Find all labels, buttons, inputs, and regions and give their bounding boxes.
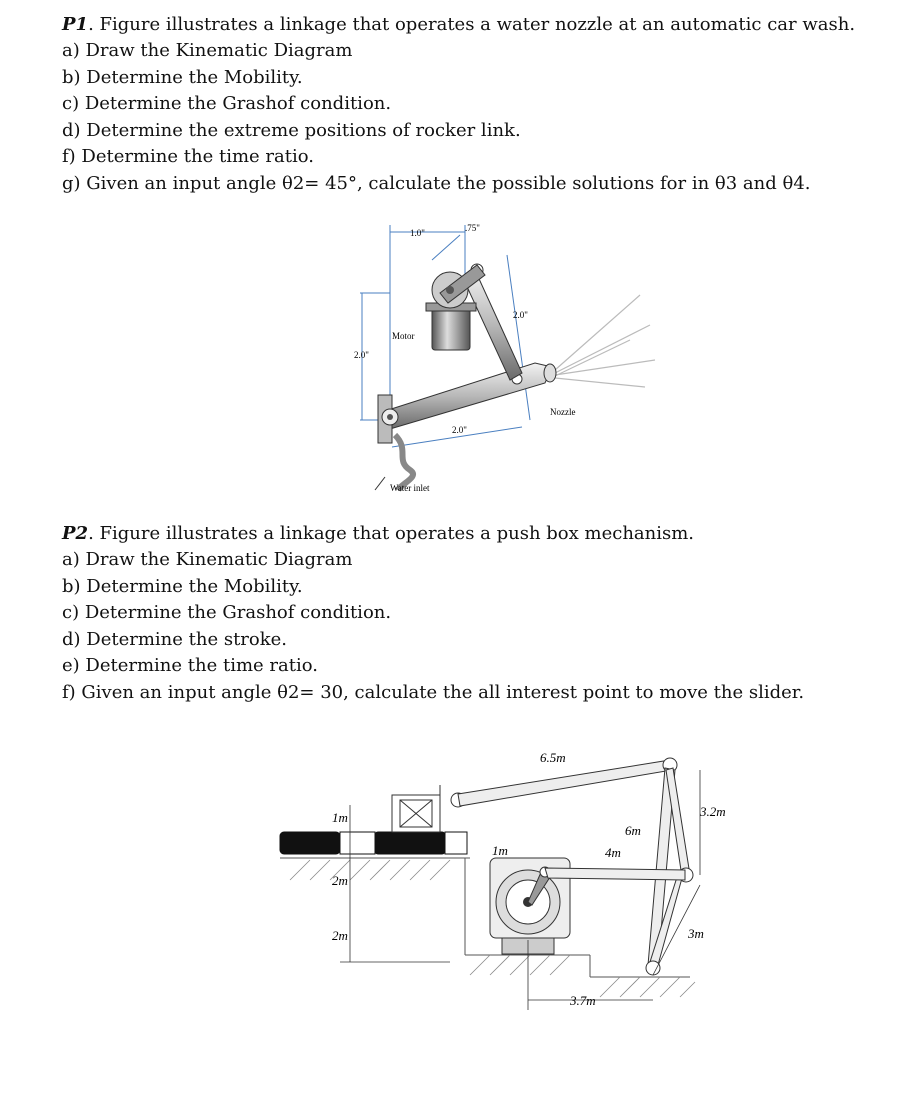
ground-pivot [646,961,660,975]
p2-dim-37: 3.7m [570,993,596,1008]
problem-1 [62,12,882,197]
p2-dim-32: 3.2m [700,804,726,819]
problem-1-item-b: b) Determine the Mobility. [62,66,303,88]
problem-2-item-e: e) Determine the time ratio. [62,655,318,676]
p1-dim-1in: 1.0" [410,228,425,238]
problem-1-item-a: a) Draw the Kinematic Diagram [62,40,353,61]
problem-2-title [62,521,882,547]
coupler-link-lower [545,868,685,880]
p1-dim-075in: .75" [465,223,480,233]
problem-1-item-f: f) Determine the time ratio. [62,146,314,167]
problem-2 [62,521,882,706]
problem-1-statement: . Figure illustrates a linkage that operates a water nozzle at an automatic car wash. [88,14,856,35]
problem-1-item-d: d) Determine the extreme positions of rocker link. [62,119,521,141]
problem-2-item-d: d) Determine the stroke. [62,628,288,650]
label-motor: Motor [392,331,415,341]
p2-dim-2-lower: 2m [332,928,348,943]
problem-1-item-c: c) Determine the Grashof condition. [62,93,392,114]
problem-2-item-b: b) Determine the Mobility. [62,575,303,597]
label-nozzle: Nozzle [550,407,576,417]
problem-1-title [62,12,882,38]
p2-dim-1-left: 1m [332,810,348,825]
p2-dim-3: 3m [688,926,704,941]
problem-2-item-f: f) Given an input angle θ2= 30, calculate the all interest point to move the slider. [62,681,805,703]
conveyor [280,832,467,854]
p1-dim-left: 2.0" [354,350,369,360]
problem-2-statement: . Figure illustrates a linkage that operates a push box mechanism. [88,523,695,544]
problem-2-item-a: a) Draw the Kinematic Diagram [62,549,353,570]
problem-1-item-g: g) Given an input angle θ2= 45°, calculate the possible solutions for in θ3 and θ4. [62,172,811,194]
p2-dim-4: 4m [605,845,621,860]
coupler-link [463,270,522,380]
motor [426,265,485,350]
p2-dim-6: 6m [625,823,641,838]
p2-dim-65: 6.5m [540,750,566,765]
box [392,785,440,832]
problem-2-number: P2 [62,523,89,544]
coupler-link-top [458,760,672,806]
figure-push-box-mechanism [270,740,740,1015]
p2-dim-2-upper: 2m [332,873,348,888]
p1-dim-bottom: 2.0" [452,425,467,435]
p1-dim-link: 2.0" [513,310,528,320]
label-water-inlet: Water inlet [390,483,430,493]
water-spray [555,295,655,387]
water-inlet-hose [395,435,413,490]
figure-car-wash-linkage [340,215,660,500]
p2-dim-1-crank: 1m [492,843,508,858]
problem-2-item-c: c) Determine the Grashof condition. [62,602,392,623]
problem-1-number: P1 [62,14,89,35]
